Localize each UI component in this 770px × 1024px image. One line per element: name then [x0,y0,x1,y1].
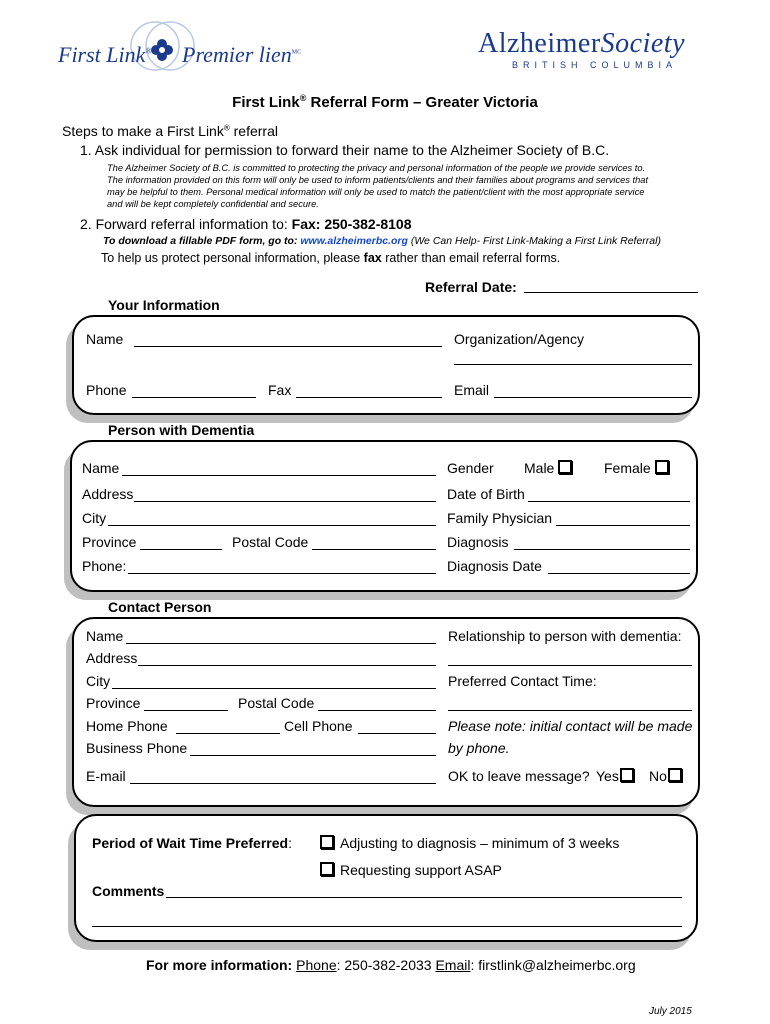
diag-date-field[interactable] [548,573,690,574]
contact-city-label: City [86,673,111,689]
contact-heading: Contact Person [108,599,212,615]
female-checkbox[interactable] [655,460,669,474]
dob-label: Date of Birth [447,486,525,502]
your-info-box [72,315,700,415]
male-checkbox[interactable] [558,460,572,474]
contact-name-field[interactable] [126,643,436,644]
email-label: Email [454,382,490,398]
your-fax-field[interactable] [296,397,442,398]
contact-province-field[interactable] [144,710,228,711]
premier-lien-wordmark: Premier lien$^{MC}$ [182,42,302,67]
your-email-field[interactable] [494,397,692,398]
cell-phone-label: Cell Phone [284,718,353,734]
download-note: To download a fillable PDF form, go to: www.alzheimerbc.org (We Can Help- First Link-Making a First Link Referral) [103,235,661,247]
name-label: Name [86,331,124,347]
contact-email-label: E-mail [86,768,126,784]
female-option[interactable]: Female [604,460,669,476]
referral-date-field[interactable] [524,292,698,293]
diagnosis-label: Diagnosis [447,534,509,550]
pref-time-field[interactable] [448,710,692,711]
website-link[interactable]: www.alzheimerbc.org [300,235,408,247]
wait-opt-adjusting[interactable]: Adjusting to diagnosis – minimum of 3 weeks [320,835,619,851]
contact-name-label: Name [86,628,124,644]
no-option[interactable]: No [649,768,682,784]
pwd-postal-label: Postal Code [232,534,309,550]
step-1: 1. Ask individual for permission to forward their name to the Alzheimer Society of B.C. [80,142,610,158]
yes-option[interactable]: Yes [596,768,634,784]
org-name: AlzheimerSociety [478,28,686,59]
comments-field[interactable] [166,897,682,898]
pwd-address-label: Address [82,486,134,502]
contact-postal-field[interactable] [318,710,436,711]
pwd-city-field[interactable] [108,525,436,526]
contact-address-label: Address [86,650,138,666]
first-link-wordmark: First Link® [58,42,152,67]
pwd-city-label: City [82,510,107,526]
yes-checkbox[interactable] [620,768,634,782]
contact-email-field[interactable] [130,783,436,784]
diag-date-label: Diagnosis Date [447,558,542,574]
relationship-label: Relationship to person with dementia: [448,628,682,644]
home-phone-field[interactable] [176,733,280,734]
contact-note-line2: by phone. [448,740,510,756]
contact-city-field[interactable] [112,688,436,689]
comments-field-line2[interactable] [92,926,682,927]
alzheimer-society-logo [478,28,718,78]
physician-label: Family Physician [447,510,553,526]
business-phone-label: Business Phone [86,740,188,756]
org-subtitle: BRITISH COLUMBIA [512,60,678,70]
comments-label: Comments [92,883,165,899]
phone-label: Phone [86,382,127,398]
revision-date: July 2015 [649,1006,692,1017]
pwd-province-label: Province [82,534,137,550]
first-link-logo [58,20,308,90]
step-2: 2. Forward referral information to: Fax: 250-382-8108 [80,216,412,232]
wait-time-box [74,814,698,942]
cell-phone-field[interactable] [358,733,436,734]
asap-checkbox[interactable] [320,862,334,876]
wait-opt-asap[interactable]: Requesting support ASAP [320,862,502,878]
org-field[interactable] [454,364,692,365]
adjusting-checkbox[interactable] [320,835,334,849]
business-phone-field[interactable] [190,755,436,756]
contact-box [72,617,700,807]
pwd-box [70,440,698,592]
relationship-field[interactable] [448,665,692,666]
pwd-phone-field[interactable] [128,573,436,574]
physician-field[interactable] [556,525,690,526]
wait-time-label: Period of Wait Time Preferred: [92,835,292,851]
pwd-heading: Person with Dementia [108,422,255,438]
pref-time-label: Preferred Contact Time: [448,673,597,689]
male-option[interactable]: Male [524,460,572,476]
fax-instruction: To help us protect personal information, please fax rather than email referral forms. [101,251,561,265]
dob-field[interactable] [528,501,690,502]
org-label: Organization/Agency [454,331,584,347]
privacy-statement: The Alzheimer Society of B.C. is committed to protecting the privacy and personal information of the people we provide services to. The information provided on this form will only be used to inform patients/clients and their families about programs and services that may be helpful to them. Personal medical information will only be used to match the patient/client with the most appropriate service and will be kept completely confidential and secure. [107,163,649,209]
more-info: For more information: Phone: 250-382-2033 Email: firstlink@alzheimerbc.org [146,957,636,973]
pwd-name-label: Name [82,460,120,476]
gender-label: Gender [447,460,494,476]
no-checkbox[interactable] [668,768,682,782]
pwd-phone-label: Phone: [82,558,127,574]
your-phone-field[interactable] [132,397,256,398]
contact-address-field[interactable] [138,665,436,666]
home-phone-label: Home Phone [86,718,168,734]
page-title: First Link® Referral Form – Greater Victoria [232,93,538,111]
your-name-field[interactable] [134,346,442,347]
fax-label: Fax [268,382,292,398]
your-info-heading: Your Information [108,297,220,313]
pwd-postal-field[interactable] [312,549,436,550]
pwd-province-field[interactable] [140,549,222,550]
contact-postal-label: Postal Code [238,695,315,711]
pwd-address-field[interactable] [134,501,436,502]
contact-note-line1: Please note: initial contact will be made [448,718,693,734]
steps-intro: Steps to make a First Link® referral [62,123,278,139]
contact-province-label: Province [86,695,141,711]
pwd-name-field[interactable] [122,475,436,476]
ok-msg-label: OK to leave message? [448,768,590,784]
referral-date-label: Referral Date: [425,279,517,295]
diagnosis-field[interactable] [514,549,690,550]
